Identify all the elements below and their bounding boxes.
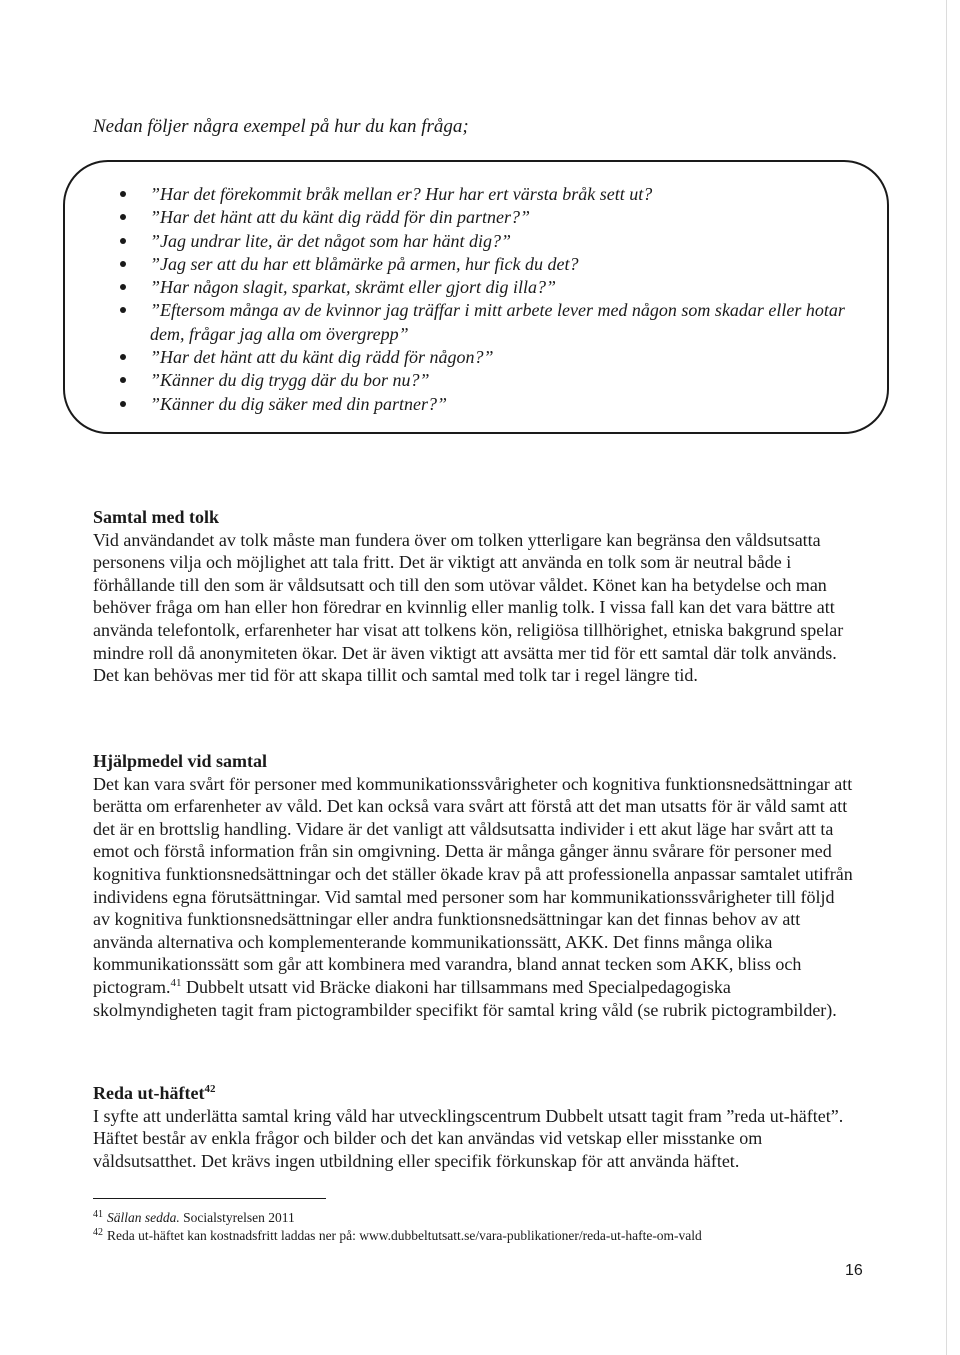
question-item: ”Eftersom många av de kvinnor jag träffar i mitt arbete lever med någon som skadar eller hotar dem, frågar jag alla om övergrepp” bbox=[120, 299, 870, 346]
footnote-ref: 41 bbox=[170, 976, 182, 989]
section-hjalpmedel bbox=[93, 750, 853, 1021]
questions-list bbox=[120, 183, 870, 416]
question-item: ”Har någon slagit, sparkat, skrämt eller gjort dig illa?” bbox=[120, 276, 870, 299]
question-item: ”Känner du dig trygg där du bor nu?” bbox=[120, 369, 870, 392]
footnote-title: Sällan sedda. bbox=[107, 1210, 180, 1225]
question-item: ”Känner du dig säker med din partner?” bbox=[120, 393, 870, 416]
question-item: ”Har det hänt att du känt dig rädd för någon?” bbox=[120, 346, 870, 369]
footnotes bbox=[93, 1209, 893, 1245]
body-text: Dubbelt utsatt vid Bräcke diakoni har tillsammans med Specialpedagogiska skolmyndigheten tagit fram pictogrambilder specifikt för samtal kring våld (se rubrik pictogrambilder). bbox=[93, 976, 837, 1020]
section-body: Vid användandet av tolk måste man fundera över om tolken ytterligare kan begränsa den våldsutsatta personens vilja och möjlighet att tala fritt. Det är viktigt att använda en tolk som är neutral både i förhållande till den som är våldsutsatt och till den som utövar våldet. Könet kan ha betydelse och man behöver fråga om han eller hon föredrar en kvinnlig eller manlig tolk. I vissa fall kan det vara bättre att använda telefontolk, erfarenheter har visat att tolkens kön, religiösa tillhörighet, etniska bakgrund spelar mindre roll då anonymiteten ökar. Det är även viktigt att avsätta mer tid för ett samtal där tolk används. Det kan behövas mer tid för att skapa tillit och samtal med tolk tar i regel längre tid. bbox=[93, 529, 844, 686]
section-heading: Samtal med tolk bbox=[93, 507, 219, 527]
question-item: ”Jag ser att du har ett blåmärke på armen, hur fick du det? bbox=[120, 253, 870, 276]
footnote-41 bbox=[93, 1209, 893, 1227]
section-reda-ut bbox=[93, 1082, 853, 1172]
section-heading bbox=[93, 1082, 853, 1105]
footnote-ref: 42 bbox=[204, 1083, 216, 1095]
question-item: ”Har det förekommit bråk mellan er? Hur har ert värsta bråk sett ut? bbox=[120, 183, 870, 206]
page-number: 16 bbox=[845, 1262, 863, 1279]
heading-text: Reda ut-häftet bbox=[93, 1083, 205, 1103]
section-samtal-med-tolk bbox=[93, 506, 853, 687]
question-item: ”Har det hänt att du känt dig rädd för din partner?” bbox=[120, 206, 870, 229]
footnote-divider bbox=[93, 1198, 326, 1199]
section-heading: Hjälpmedel vid samtal bbox=[93, 751, 267, 771]
page-edge-line bbox=[946, 0, 947, 1355]
intro-text: Nedan följer några exempel på hur du kan fråga; bbox=[93, 116, 469, 137]
footnote-42 bbox=[93, 1227, 893, 1245]
body-text: Det kan vara svårt för personer med kommunikationssvårigheter och kognitiva funktionsnedsättningar att berätta om erfarenheter av våld. Det kan också vara svårt att förstå att det man utsatts för är våld samt att det är en brottslig handling. Vidare är det vanligt att våldsutsatta individer i ett akut läge har svårt att ta emot och förstå information från sin omgivning. Detta är många gånger ännu svårare för personer med kognitiva funktionsnedsättningar och det ställer ökade krav på att professionella anpassar samtalet utifrån individens egna förutsättningar. Vid samtal med personer som har kommunikationssvårigheter till följd av kognitiva funktionsnedsättningar eller andra funktionsnedsättningar kan det finnas behov av att använda alternativa och komplementerande kommunikationssätt, AKK. Det finns många olika kommunikationssätt som går att kombinera med varandra, bland annat tecken som AKK, bliss och pictogram. bbox=[93, 773, 853, 997]
section-body: I syfte att underlätta samtal kring våld har utvecklingscentrum Dubbelt utsatt tagit fram ”reda ut-häftet”. Häftet består av enkla frågor och bilder och det kan användas vid vetskap eller misstanke om våldsutsatthet. Det krävs ingen utbildning eller specifik förkunskap för att använda häftet. bbox=[93, 1105, 844, 1171]
section-body bbox=[93, 773, 853, 1022]
footnote-text: Reda ut-häftet kan kostnadsfritt laddas ner på: www.dubbeltutsatt.se/vara-publikationer/reda-ut-hafte-om-vald bbox=[107, 1228, 702, 1243]
footnote-number: 42 bbox=[93, 1226, 103, 1238]
footnote-text: Socialstyrelsen 2011 bbox=[179, 1210, 295, 1225]
footnote-number: 41 bbox=[93, 1208, 103, 1220]
question-item: ”Jag undrar lite, är det något som har hänt dig?” bbox=[120, 230, 870, 253]
